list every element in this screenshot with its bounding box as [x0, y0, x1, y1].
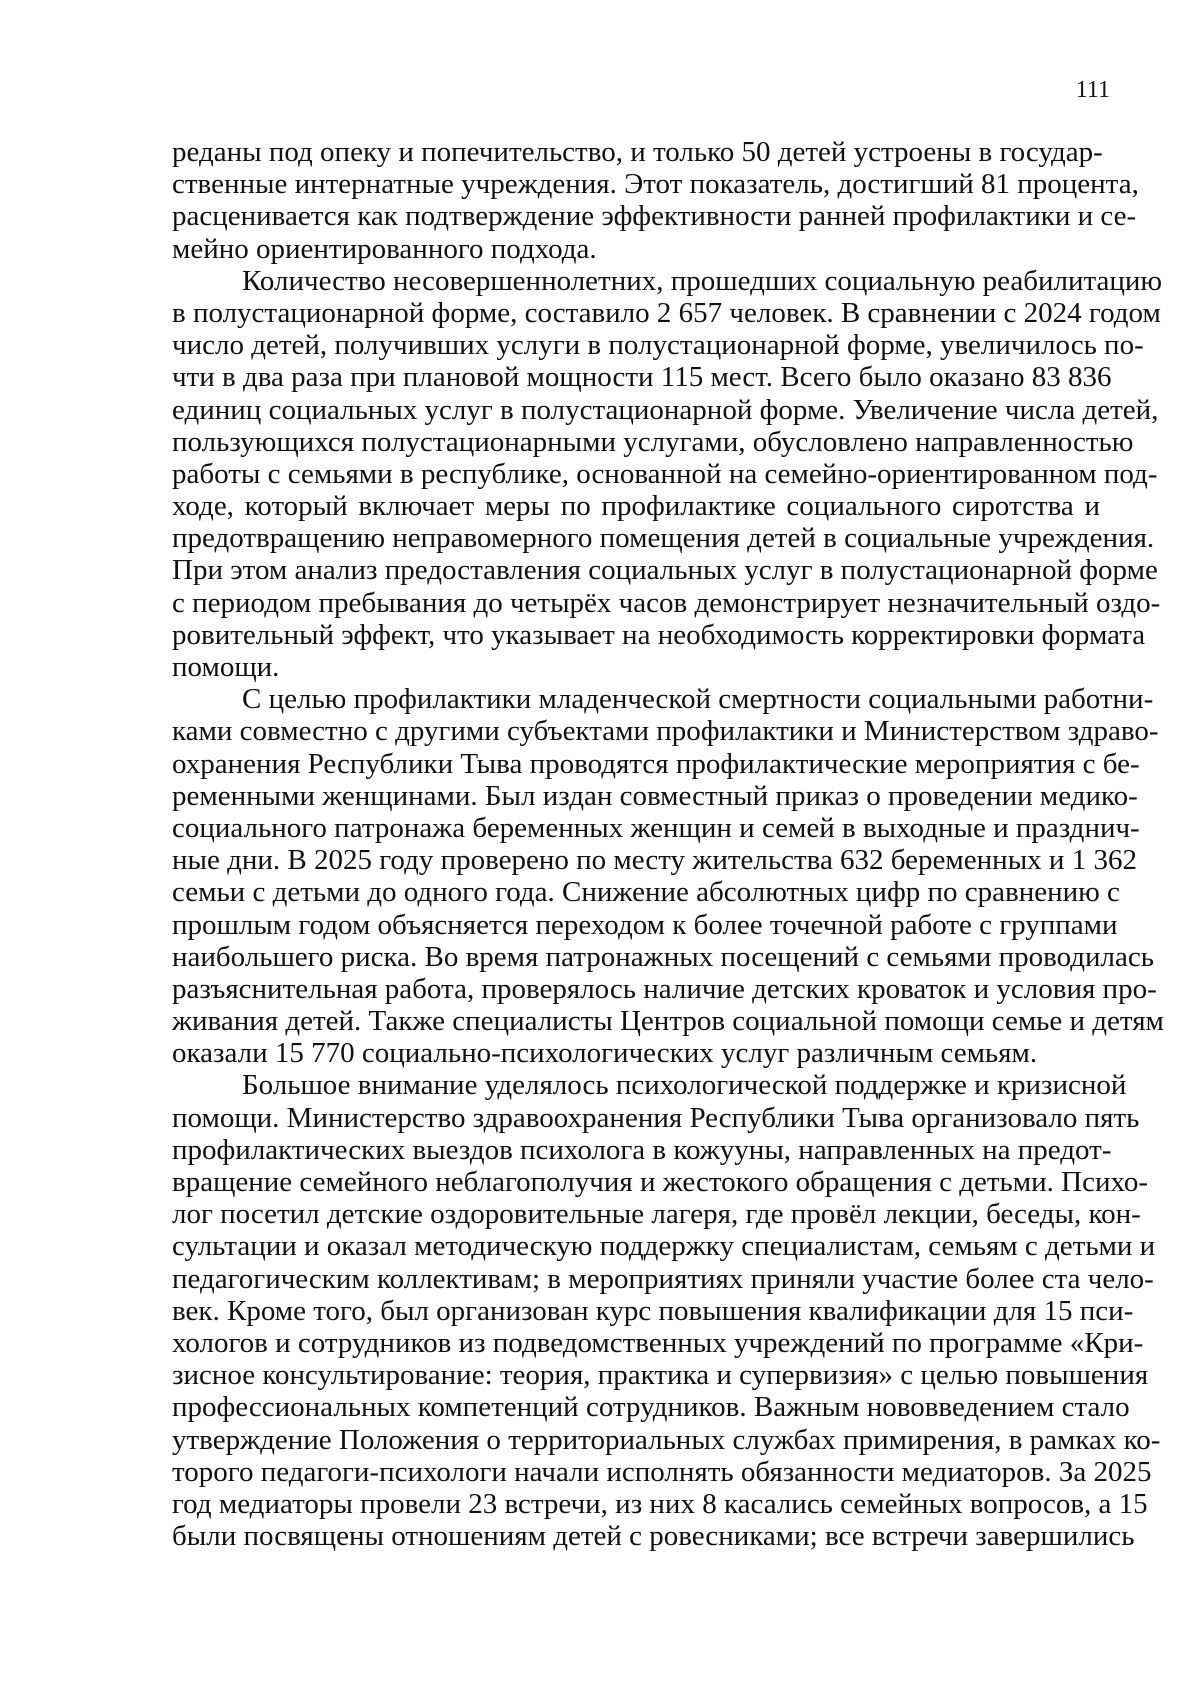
text-line: При этом анализ предоставления социальных услуг в полустационарной форме	[172, 554, 1158, 587]
text-line: профессиональных компетенций сотрудников. Важным нововведением стало	[172, 1391, 1130, 1424]
text-line: ровительный эффект, что указывает на необходимость корректировки формата	[172, 618, 1146, 651]
text-line: хологов и сотрудников из подведомственных учреждений по программе «Кри-	[172, 1326, 1144, 1359]
text-line: семьи с детьми до одного года. Снижение абсолютных цифр по сравнению с	[172, 876, 1120, 909]
text-line: вращение семейного неблагополучия и жестокого обращения с детьми. Психо-	[172, 1166, 1149, 1198]
text-line: ходе, который включает меры по профилактике социального сиротства и	[172, 490, 1100, 523]
text-line: торого педагоги-психологи начали исполнять обязанности медиаторов. За 2025	[172, 1455, 1152, 1488]
text-line: в полустационарной форме, составило 2 657 человек. В сравнении с 2024 годом	[172, 296, 1161, 329]
text-line: век. Кроме того, был организован курс повышения квалификации для 15 пси-	[172, 1294, 1134, 1327]
text-line: реданы под опеку и попечительство, и только 50 детей устроены в государ-	[172, 136, 1103, 168]
text-line: чти в два раза при плановой мощности 115 мест. Всего было оказано 83 836	[172, 361, 1112, 394]
text-line: работы с семьями в республике, основанной на семейно-ориентированном под-	[172, 457, 1158, 490]
text-line: предотвращению неправомерного помещения детей в социальные учреждения.	[172, 522, 1155, 555]
text-line: год медиаторы провели 23 встречи, из них 8 касались семейных вопросов, а 15	[172, 1487, 1148, 1520]
text-line: сультации и оказал методическую поддержку специалистам, семьям с детьми и	[172, 1230, 1156, 1263]
text-line: единиц социальных услуг в полустационарной форме. Увеличение числа детей,	[172, 393, 1159, 426]
text-line: были посвящены отношениям детей с ровесниками; все встречи завершились	[172, 1520, 1135, 1553]
text-line: пользующихся полустационарными услугами, обусловлено направленностью	[172, 425, 1134, 458]
text-line: живания детей. Также специалисты Центров социальной помощи семье и детям	[172, 1005, 1164, 1038]
paragraph-first-line: Большое внимание уделялось психологической поддержке и кризисной	[242, 1069, 1127, 1102]
text-line: наибольшего риска. Во время патронажных посещений с семьями проводилась	[172, 940, 1154, 973]
text-line: число детей, получивших услуги в полустационарной форме, увеличилось по-	[172, 329, 1144, 362]
text-line: социального патронажа беременных женщин и семей в выходные и празднич-	[172, 811, 1140, 844]
document-body	[172, 136, 1164, 1553]
text-line: оказали 15 770 социально-психологических услуг различным семьям.	[172, 1037, 1038, 1070]
text-line: ременными женщинами. Был издан совместный приказ о проведении медико-	[172, 779, 1138, 812]
text-line: охранения Республики Тыва проводятся профилактические мероприятия с бе-	[172, 747, 1140, 780]
text-line: помощи.	[172, 651, 280, 683]
paragraph-first-line: Количество несовершеннолетних, прошедших социальную реабилитацию	[242, 264, 1163, 297]
text-line: помощи. Министерство здравоохранения Республики Тыва организовало пять	[172, 1101, 1140, 1134]
text-line: с периодом пребывания до четырёх часов демонстрирует незначительный оздо-	[172, 586, 1161, 619]
text-line: зисное консультирование: теория, практика и супервизия» с целью повышения	[172, 1359, 1149, 1392]
text-line: мейно ориентированного подхода.	[172, 232, 597, 265]
text-line: прошлым годом объясняется переходом к более точечной работе с группами	[172, 908, 1118, 941]
text-line: утверждение Положения о территориальных службах примирения, в рамках ко-	[172, 1423, 1161, 1456]
page-number: 111	[1075, 77, 1110, 103]
text-line: ные дни. В 2025 году проверено по месту жительства 632 беременных и 1 362	[172, 844, 1137, 877]
text-line: лог посетил детские оздоровительные лагеря, где провёл лекции, беседы, кон-	[172, 1198, 1141, 1231]
text-line: ственные интернатные учреждения. Этот показатель, достигший 81 процента,	[172, 168, 1139, 201]
text-line: расценивается как подтверждение эффективности ранней профилактики и се-	[172, 200, 1137, 233]
text-line: ками совместно с другими субъектами профилактики и Министерством здраво-	[172, 715, 1159, 748]
text-line: разъяснительная работа, проверялось наличие детских кроваток и условия про-	[172, 972, 1157, 1005]
paragraph-first-line: С целью профилактики младенческой смертности социальными работни-	[242, 683, 1154, 716]
text-line: педагогическим коллективам; в мероприятиях приняли участие более ста чело-	[172, 1262, 1154, 1295]
text-line: профилактических выездов психолога в кожууны, направленных на предот-	[172, 1133, 1112, 1166]
